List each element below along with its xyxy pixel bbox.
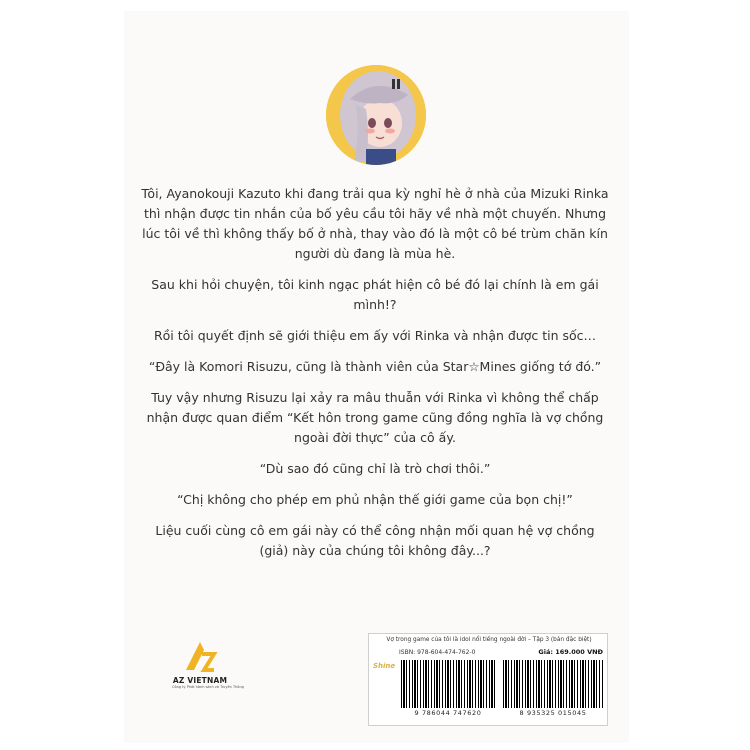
az-logo-icon: [182, 638, 218, 674]
book-info-box: [368, 633, 608, 726]
isbn-barcode: [401, 660, 495, 720]
publisher-name: AZ VIETNAM: [172, 676, 228, 685]
barcode-bars: [503, 660, 603, 708]
barcode-number: 9 786044 747620: [414, 709, 482, 717]
retail-barcode: [503, 660, 603, 720]
character-illustration-icon: [326, 65, 426, 165]
synopsis-paragraph: “Đây là Komori Risuzu, cũng là thành viên của Star☆Mines giống tớ đó.”: [148, 359, 602, 374]
synopsis-paragraph: Tuy vậy nhưng Risuzu lại xảy ra mâu thuẫn với Rinka vì không thể chấp nhận được quan điểm “Kết hôn trong game cũng đồng nghĩa là vợ chồng ngoài đời thực” của cô ấy.: [146, 390, 604, 445]
barcode-number: 8 935325 015045: [519, 709, 587, 717]
imprint-logo: Shine: [373, 662, 396, 670]
synopsis-text: [140, 184, 610, 572]
publisher-logo: [172, 638, 244, 689]
synopsis-paragraph: Tôi, Ayanokouji Kazuto khi đang trải qua kỳ nghỉ hè ở nhà của Mizuki Rinka thì nhận được tin nhắn của bố yêu cầu tôi hãy về nhà một chuyến. Nhưng lúc tôi về thì không thấy bố ở nhà, thay vào đó là một cô bé trùm chăn kín người dù đang là mùa hè.: [141, 186, 609, 261]
barcode-bars: [401, 660, 495, 708]
synopsis-paragraph: Rồi tôi quyết định sẽ giới thiệu em ấy với Rinka và nhận được tin sốc…: [153, 328, 597, 343]
character-portrait: [326, 65, 426, 165]
synopsis-paragraph: “Dù sao đó cũng chỉ là trò chơi thôi.”: [259, 461, 491, 476]
synopsis-paragraph: “Chị không cho phép em phủ nhận thế giới game của bọn chị!”: [177, 492, 573, 507]
price-text: Giá: 169.000 VNĐ: [538, 648, 603, 656]
publisher-subtitle: Công ty Phát hành sách và Truyền Thông: [172, 685, 244, 689]
book-title: Vợ trong game của tôi là idol nổi tiếng ngoài đời – Tập 3 (bản đặc biệt): [386, 637, 592, 643]
synopsis-paragraph: Sau khi hỏi chuyện, tôi kinh ngạc phát hiện cô bé đó lại chính là em gái mình!?: [151, 277, 599, 312]
isbn-text: ISBN: 978-604-474-762-0: [399, 649, 476, 656]
synopsis-paragraph: Liệu cuối cùng cô em gái này có thể công nhận mối quan hệ vợ chồng (giả) này của chúng tôi không đây...?: [155, 523, 595, 558]
